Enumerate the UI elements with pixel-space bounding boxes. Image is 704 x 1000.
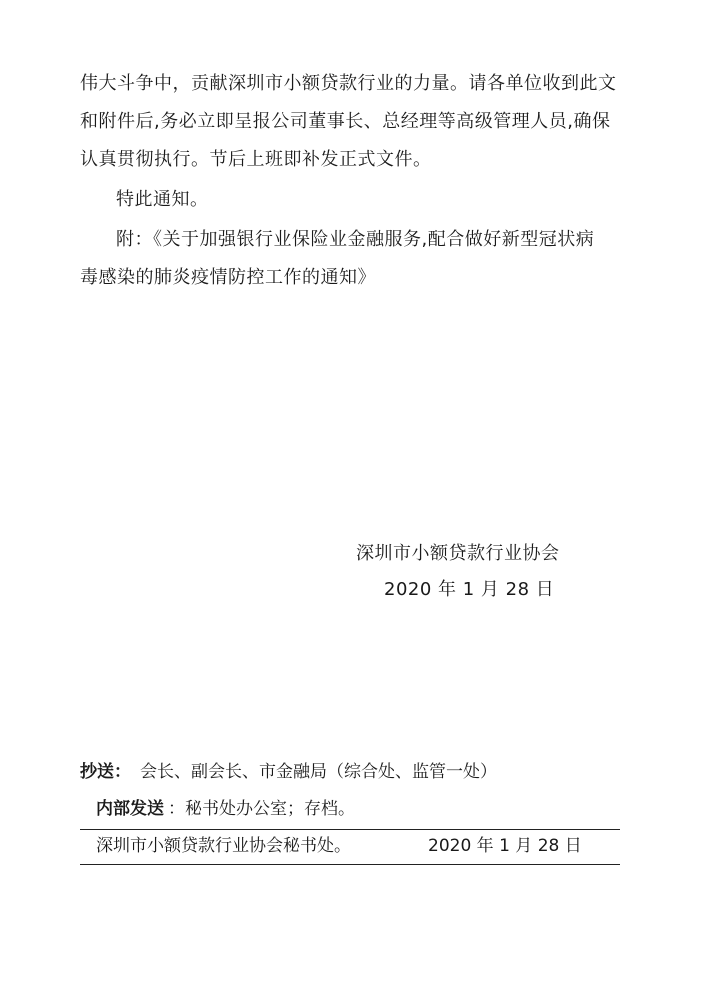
footer-bottom-rule bbox=[80, 864, 620, 865]
signature-date: 2020 年 1 月 28 日 bbox=[384, 579, 555, 600]
issue-date: 2020 年 1 月 28 日 bbox=[428, 836, 582, 856]
internal-distribution-label: 内部发送 bbox=[96, 799, 164, 819]
cc-label: 抄送： bbox=[80, 762, 131, 782]
body-paragraph-line-3: 认真贯彻执行。节后上班即补发正式文件。 bbox=[80, 149, 432, 170]
closing-text: 特此通知。 bbox=[116, 189, 209, 210]
cc-recipients: 会长、副会长、市金融局（综合处、监管一处） bbox=[140, 762, 497, 782]
internal-distribution-text: ：秘书处办公室；存档。 bbox=[168, 799, 355, 819]
issuer-name: 深圳市小额贷款行业协会秘书处。 bbox=[96, 836, 351, 856]
attachment-line-2: 毒感染的肺炎疫情防控工作的通知》 bbox=[80, 267, 376, 288]
attachment-line-1: 附：《关于加强银行业保险业金融服务,配合做好新型冠状病 bbox=[116, 229, 595, 250]
footer-top-rule bbox=[80, 829, 620, 830]
body-paragraph-line-2: 和附件后,务必立即呈报公司董事长、总经理等高级管理人员,确保 bbox=[80, 111, 611, 132]
body-paragraph-line-1: 伟大斗争中，贡献深圳市小额贷款行业的力量。请各单位收到此文 bbox=[80, 73, 617, 94]
signature-organization: 深圳市小额贷款行业协会 bbox=[356, 543, 560, 564]
